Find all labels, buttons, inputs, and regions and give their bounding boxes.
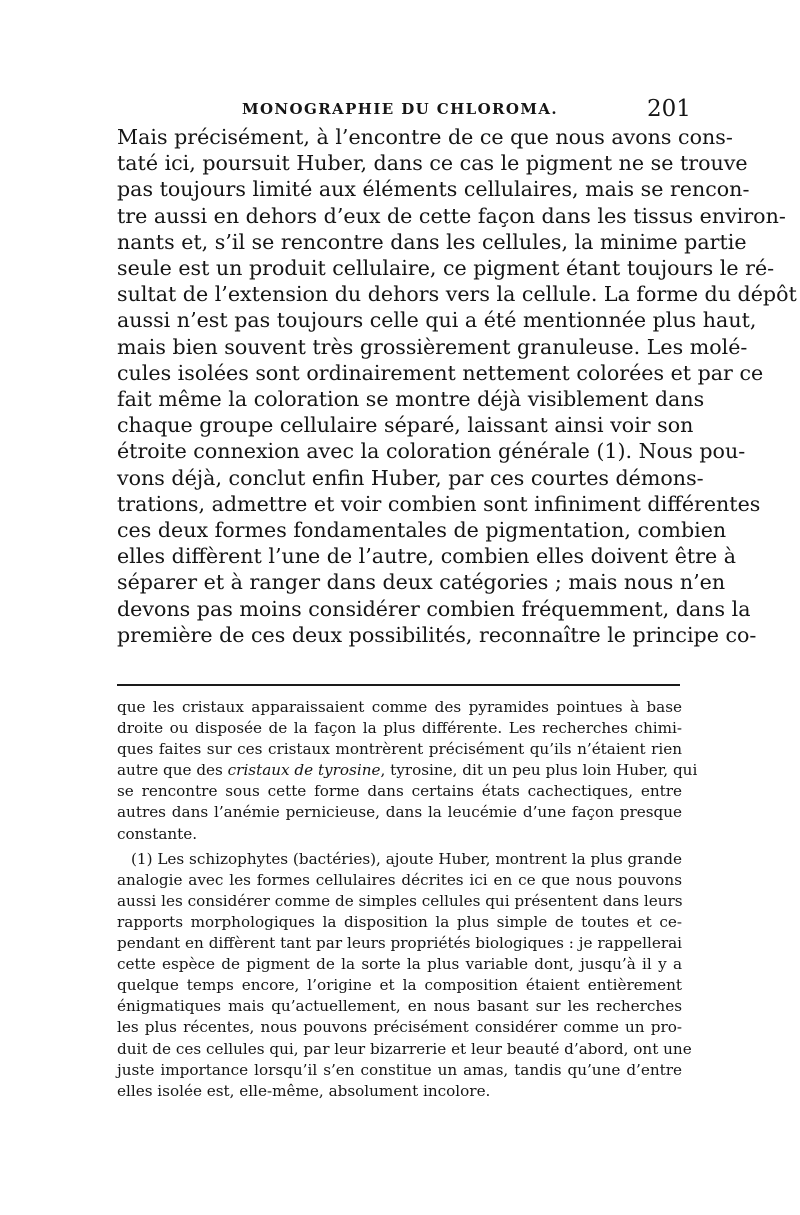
body-line: cules isolées sont ordinairement nettement colorées et par ce: [117, 360, 764, 385]
running-head: [0, 96, 800, 126]
footnote-line: ques faites sur ces cristaux montrèrent précisément qu’ils n’étaient rien: [117, 740, 682, 759]
body-line: sultat de l’extension du dehors vers la cellule. La forme du dépôt: [117, 282, 797, 307]
body-line: aussi n’est pas toujours celle qui a été mentionnée plus haut,: [117, 308, 757, 333]
footnote-1-line: aussi les considérer comme de simples cellules qui présentent dans leurs: [117, 891, 683, 910]
footnote-line: droite ou disposée de la façon la plus différente. Les recherches chimi-: [117, 719, 682, 738]
footnote-1-line: cette espèce de pigment de la sorte la plus variable dont, jusqu’à il y a: [117, 955, 682, 974]
body-line: elles diffèrent l’une de l’autre, combien elles doivent être à: [117, 544, 737, 569]
body-line: tre aussi en dehors d’eux de cette façon dans les tissus environ-: [117, 203, 786, 228]
footnote-line: autres dans l’anémie pernicieuse, dans la leucémie d’une façon presque: [117, 803, 682, 822]
footnote-line: constante.: [117, 824, 198, 843]
body-line: seule est un produit cellulaire, ce pigment étant toujours le ré-: [117, 256, 775, 281]
footnote-italic-term: cristaux de tyrosine: [227, 761, 381, 780]
footnote-1-line: les plus récentes, nous pouvons précisément considérer comme un pro-: [117, 1018, 682, 1037]
body-line: vons déjà, conclut enfin Huber, par ces courtes démons-: [117, 465, 704, 490]
footnote-1-line: énigmatiques mais qu’actuellement, en nous basant sur les recherches: [117, 997, 682, 1016]
body-line: séparer et à ranger dans deux catégories ; mais nous n’en: [117, 570, 726, 595]
footnote-1-line: (1) Les schizophytes (bactéries), ajoute Huber, montrent la plus grande: [131, 849, 682, 868]
body-line: nants et, s’il se rencontre dans les cellules, la minime partie: [117, 229, 747, 254]
page-number: 201: [647, 96, 691, 122]
body-line: Mais précisément, à l’encontre de ce que nous avons cons-: [117, 125, 733, 149]
footnote-text: , tyrosine, dit un peu plus loin Huber, qui: [380, 761, 698, 780]
footnote-1-line: elles isolée est, elle-même, absolument incolore.: [117, 1081, 491, 1100]
body-line: taté ici, poursuit Huber, dans ce cas le pigment ne se trouve: [117, 151, 748, 176]
body-line: trations, admettre et voir combien sont infiniment différentes: [117, 491, 761, 516]
footnote-separator: [117, 684, 680, 686]
footnote-line: que les cristaux apparaissaient comme des pyramides pointues à base: [117, 698, 682, 716]
footnote-text: autre que des: [117, 761, 228, 780]
body-line: devons pas moins considérer combien fréquemment, dans la: [117, 596, 751, 621]
footnote-1-line: juste importance lorsqu’il s’en constitue un amas, tandis qu’une d’entre: [117, 1060, 682, 1079]
body-line: chaque groupe cellulaire séparé, laissant ainsi voir son: [117, 413, 694, 438]
main-text: [117, 124, 797, 648]
footnote-line: se rencontre sous cette forme dans certains états cachectiques, entre: [117, 782, 682, 801]
footnote-1-line: quelque temps encore, l’origine et la composition étaient entièrement: [117, 976, 682, 995]
body-line: fait même la coloration se montre déjà visiblement dans: [117, 387, 705, 412]
footnote-1-line: duit de ces cellules qui, par leur bizarrerie et leur beauté d’abord, ont une: [117, 1039, 692, 1058]
footnote-1-line: pendant en diffèrent tant par leurs propriétés biologiques : je rappellerai: [117, 934, 682, 953]
footnotes: [117, 697, 698, 1102]
running-title: MONOGRAPHIE DU CHLOROMA.: [241, 100, 559, 118]
footnote-1-line: analogie avec les formes cellulaires décrites ici en ce que nous pouvons: [117, 870, 682, 889]
body-line: mais bien souvent très grossièrement granuleuse. Les molé-: [117, 334, 748, 359]
body-line: pas toujours limité aux éléments cellulaires, mais se rencon-: [117, 177, 750, 202]
footnote-line: [117, 760, 698, 781]
body-line: étroite connexion avec la coloration générale (1). Nous pou-: [117, 439, 746, 464]
body-line: première de ces deux possibilités, reconnaître le principe co-: [117, 622, 757, 647]
body-line: ces deux formes fondamentales de pigmentation, combien: [117, 518, 727, 543]
footnote-1-line: rapports morphologiques la disposition la plus simple de toutes et ce-: [117, 912, 682, 931]
